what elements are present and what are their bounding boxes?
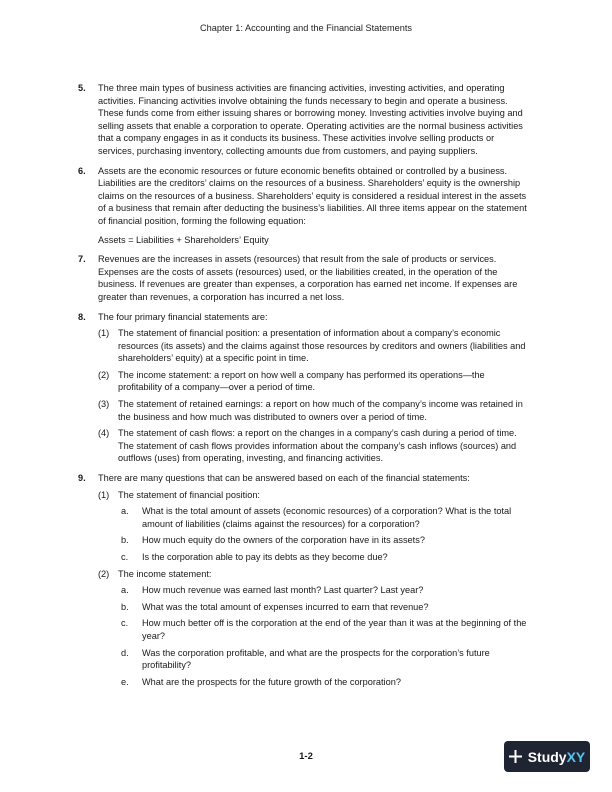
question-text: How much revenue was earned last month? Last quarter? Last year? xyxy=(142,585,424,596)
question-text: How much better off is the corporation at the end of the year than it was at the beginning of the year? xyxy=(142,618,527,641)
question-item xyxy=(118,505,528,530)
question-group xyxy=(98,568,528,689)
item-9 xyxy=(78,472,528,688)
question-text: How much equity do the owners of the corporation have in its assets? xyxy=(142,535,425,546)
statement-item xyxy=(98,369,528,394)
item-text: Assets are the economic resources or future economic benefits obtained or controlled by a business. Liabilities are the creditors’ claims on the resources of a business. Shareholders’ equity is the ownership claims on the resources of a business. Shareholders’ equity is considered a residual interest in the assets of a business that remain after deducting the business’s liabilities. All three items appear on the statement of financial position, forming the following equation: xyxy=(98,165,527,226)
sub-number: (2) xyxy=(98,568,110,579)
item-number: 8. xyxy=(78,311,86,322)
brand-name-part1: Study xyxy=(527,748,567,765)
question-item xyxy=(118,617,528,642)
statement-item xyxy=(98,427,528,465)
item-text: Revenues are the increases in assets (resources) that result from the sale of products or services. Expenses are the costs of assets (resources) used, or the liabilities created, in the operation of the business. If revenues are greater than expenses, a corporation has earned net income. If expenses are greater than revenues, a corporation has incurred a net loss. xyxy=(98,254,518,302)
sub-text: The statement of cash flows: a report on the changes in a company’s cash during a period of time. The statement of cash flows provides information about the company’s cash inflows (sources) and outflows (uses) from operating, investing, and financing activities. xyxy=(118,428,517,464)
item-number: 7. xyxy=(78,254,86,265)
question-text: Is the corporation able to pay its debts as they become due? xyxy=(142,552,388,562)
question-item xyxy=(118,584,528,597)
item-5 xyxy=(78,82,528,158)
question-item xyxy=(118,534,528,547)
question-text: Was the corporation profitable, and what are the prospects for the corporation’s future profitability? xyxy=(142,647,490,671)
item-7 xyxy=(78,253,528,303)
question-item xyxy=(118,601,528,614)
question-group xyxy=(98,489,528,564)
sub-number: (3) xyxy=(98,399,110,410)
question-letter: a. xyxy=(121,585,129,596)
document-body xyxy=(78,82,528,695)
sub-number: (1) xyxy=(98,489,110,500)
sub-number: (1) xyxy=(98,328,110,339)
question-text: What is the total amount of assets (economic resources) of a corporation? What is the total amount of liabilities (claims against the resources) for a corporation? xyxy=(142,506,512,529)
question-item xyxy=(118,676,528,689)
item-text: The three main types of business activities are financing activities, investing activities, and operating activities. Financing activities involve obtaining the funds necessary to begin and operate a business. These funds come from either issuing shares or borrowing money. Investing activities involve buying and selling assets that enable a corporation to operate. Operating activities are the normal business activities that a company engages in as it conducts its business. These activities involve selling products or services, purchasing inventory, collecting amounts due from customers, and paying suppliers. xyxy=(98,83,523,156)
item-number: 9. xyxy=(78,473,86,484)
question-text: What was the total amount of expenses incurred to earn that revenue? xyxy=(142,601,429,612)
plus-icon xyxy=(509,750,522,763)
question-letter: b. xyxy=(121,535,129,546)
question-item xyxy=(118,551,528,564)
studyxy-logo[interactable] xyxy=(504,741,590,772)
item-6 xyxy=(78,165,528,247)
item-number: 6. xyxy=(78,165,86,176)
item-text: There are many questions that can be answered based on each of the financial statements: xyxy=(98,473,470,484)
accounting-equation: Assets = Liabilities + Shareholders’ Equity xyxy=(98,234,269,245)
sub-text: The statement of retained earnings: a report on how much of the company’s income was retained in the business and how much was distributed to owners over a period of time. xyxy=(118,399,523,422)
brand-name-part2: XY xyxy=(566,748,586,765)
page-number: 1-2 xyxy=(299,751,313,762)
statement-item xyxy=(98,398,528,423)
sub-text: The statement of financial position: a presentation of information about a company’s economic resources (its assets) and the claims against those resources by creditors and owners (liabilities and shareholders’ equity) at a specific point in time. xyxy=(118,328,526,364)
question-text: What are the prospects for the future growth of the corporation? xyxy=(142,676,401,687)
question-letter: a. xyxy=(121,506,129,517)
question-letter: c. xyxy=(121,552,129,562)
question-letter: b. xyxy=(121,601,129,612)
sub-number: (2) xyxy=(98,369,110,380)
item-8 xyxy=(78,311,528,466)
sub-text: The income statement: a report on how well a company has performed its operations—the profitability of a company—over a period of time. xyxy=(118,369,485,393)
sub-text: The statement of financial position: xyxy=(118,489,260,500)
question-letter: e. xyxy=(121,676,129,687)
item-text: The four primary financial statements are: xyxy=(98,311,268,322)
question-letter: d. xyxy=(121,647,129,658)
question-item xyxy=(118,647,528,672)
sub-number: (4) xyxy=(98,428,110,439)
page-header: Chapter 1: Accounting and the Financial Statements xyxy=(200,23,412,33)
item-number: 5. xyxy=(78,83,86,93)
sub-text: The income statement: xyxy=(118,568,212,579)
statement-item xyxy=(98,327,528,365)
question-letter: c. xyxy=(121,618,129,629)
